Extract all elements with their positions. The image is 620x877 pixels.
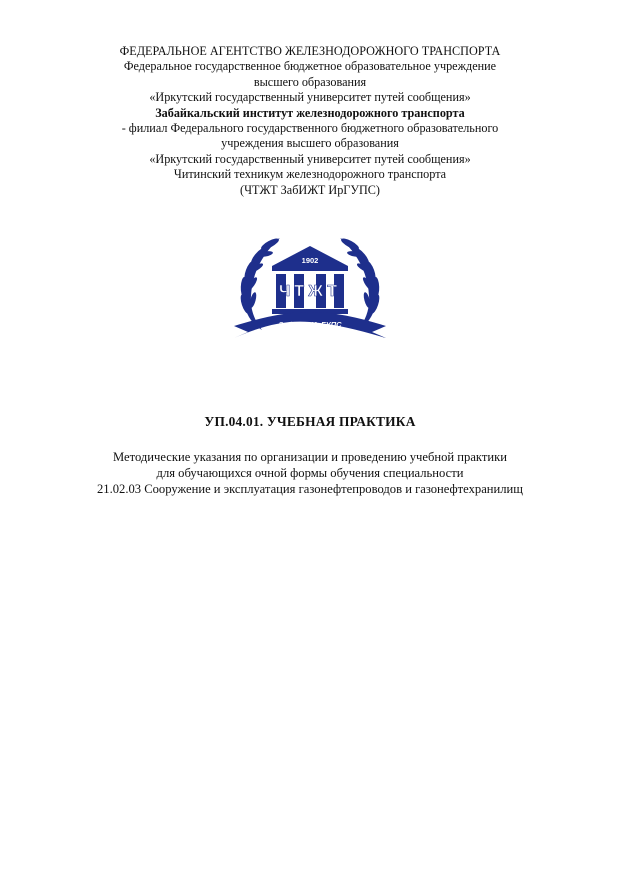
description-line-2: для обучающихся очной формы обучения специальности	[156, 466, 464, 481]
agency-name: ФЕДЕРАЛЬНОЕ АГЕНТСТВО ЖЕЛЕЗНОДОРОЖНОГО ТРАНСПОРТА	[119, 44, 501, 58]
branch-description: - филиал Федерального государственного бюджетного образовательного	[121, 121, 499, 136]
emblem-letters: ЧТЖТ	[278, 283, 342, 300]
emblem-year: 1902	[301, 256, 319, 265]
description-line-3: 21.02.03 Сооружение и эксплуатация газонефтепроводов и газонефтехранилищ	[96, 482, 523, 497]
institution-header	[0, 44, 620, 198]
college-emblem-logo	[232, 230, 388, 346]
institute-name: Забайкальский институт железнодорожного транспорта	[155, 105, 465, 120]
document-description	[0, 449, 620, 498]
institution-type: Федеральное государственное бюджетное образовательное учреждение	[123, 59, 497, 74]
college-abbreviation: (ЧТЖТ ЗабИЖТ ИрГУПС)	[240, 182, 380, 197]
document-title: УП.04.01. УЧЕБНАЯ ПРАКТИКА	[204, 414, 416, 429]
university-name: «Иркутский государственный университет путей сообщения»	[149, 90, 471, 105]
institution-type-cont: высшего образования	[253, 74, 367, 89]
emblem-ribbon-text: ЗабИЖТ ИрГУПС	[278, 320, 342, 329]
description-line-1: Методические указания по организации и проведению учебной практики	[113, 450, 507, 464]
branch-description-cont: учреждения высшего образования	[221, 136, 399, 151]
college-name: Читинский техникум железнодорожного транспорта	[173, 167, 447, 182]
university-name-repeat: «Иркутский государственный университет путей сообщения»	[149, 151, 471, 166]
